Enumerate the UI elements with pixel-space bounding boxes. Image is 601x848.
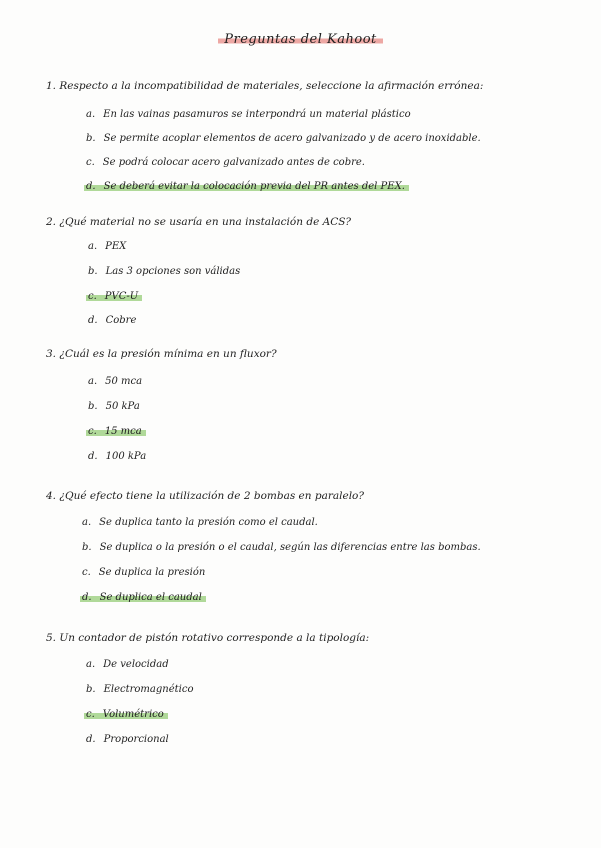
- option-content: [80, 591, 206, 604]
- option-letter: b.: [88, 401, 98, 412]
- option-content: [86, 375, 146, 388]
- option-letter: c.: [88, 291, 97, 302]
- option-letter: c.: [88, 426, 97, 437]
- answer-option: [86, 400, 144, 413]
- question-text: 3. ¿Cuál es la presión mínima en un fluxor?: [46, 348, 277, 360]
- answer-option: [84, 108, 415, 121]
- option-letter: a.: [86, 659, 96, 670]
- option-text: Proporcional: [103, 734, 169, 745]
- option-content: [84, 733, 173, 746]
- question-2: [46, 216, 351, 228]
- option-text: Las 3 opciones son válidas: [105, 266, 241, 277]
- answer-option: [86, 314, 140, 327]
- answer-option: [86, 450, 150, 463]
- answer-option: [86, 265, 244, 278]
- option-content: [84, 180, 409, 193]
- question-text: 5. Un contador de pistón rotativo corresponde a la tipología:: [46, 632, 370, 644]
- option-letter: d.: [82, 592, 92, 603]
- option-content: [86, 400, 144, 413]
- option-text: 50 kPa: [105, 401, 140, 412]
- answer-option: [86, 375, 146, 388]
- option-text: PVC-U: [104, 291, 139, 302]
- answer-option-highlighted: [86, 290, 142, 303]
- option-content: [84, 108, 415, 121]
- option-content: [80, 566, 209, 579]
- option-letter: a.: [86, 109, 96, 120]
- option-content: [86, 290, 142, 303]
- option-content: [84, 156, 369, 169]
- option-text: Se duplica la presión: [98, 567, 206, 578]
- answer-option: [86, 240, 130, 253]
- option-text: 15 mca: [104, 426, 142, 437]
- question-text: 1. Respecto a la incompatibilidad de materiales, seleccione la afirmación errónea:: [46, 80, 484, 92]
- answer-option: [84, 683, 197, 696]
- option-text: Se duplica tanto la presión como el caudal.: [99, 517, 318, 528]
- option-content: [84, 683, 197, 696]
- option-content: [80, 541, 485, 554]
- answer-option: [80, 541, 485, 554]
- option-letter: b.: [86, 684, 96, 695]
- question-text: 4. ¿Qué efecto tiene la utilización de 2 bombas en paralelo?: [46, 490, 365, 502]
- option-text: Se permite acoplar elementos de acero galvanizado y de acero inoxidable.: [103, 133, 481, 144]
- option-letter: a.: [88, 241, 98, 252]
- option-letter: a.: [82, 517, 92, 528]
- option-content: [86, 265, 244, 278]
- option-letter: d.: [88, 451, 98, 462]
- option-letter: b.: [88, 266, 98, 277]
- answer-option-highlighted: [84, 708, 168, 721]
- option-text: Electromagnético: [103, 684, 194, 695]
- option-text: 100 kPa: [105, 451, 147, 462]
- page-title: Preguntas del Kahoot: [218, 32, 383, 47]
- answer-option: [84, 132, 485, 145]
- option-letter: c.: [82, 567, 91, 578]
- option-content: [84, 132, 485, 145]
- option-letter: b.: [86, 133, 96, 144]
- answer-option: [80, 566, 209, 579]
- option-text: Se duplica el caudal: [99, 592, 202, 603]
- option-text: 50 mca: [105, 376, 143, 387]
- question-5: [46, 632, 369, 644]
- option-letter: b.: [82, 542, 92, 553]
- option-text: Volumétrico: [102, 709, 164, 720]
- option-letter: c.: [86, 157, 95, 168]
- answer-option-highlighted: [80, 591, 206, 604]
- answer-option: [84, 156, 369, 169]
- option-letter: d.: [88, 315, 98, 326]
- option-letter: d.: [86, 181, 96, 192]
- option-text: Se duplica o la presión o el caudal, según las diferencias entre las bombas.: [99, 542, 481, 553]
- option-content: [86, 450, 150, 463]
- option-text: Cobre: [105, 315, 137, 326]
- option-letter: c.: [86, 709, 95, 720]
- option-letter: d.: [86, 734, 96, 745]
- option-content: [84, 708, 168, 721]
- question-3: [46, 348, 277, 360]
- option-text: Se podrá colocar acero galvanizado antes de cobre.: [102, 157, 365, 168]
- option-content: [86, 240, 130, 253]
- answer-option-highlighted: [86, 425, 146, 438]
- answer-option: [84, 658, 173, 671]
- title-container: [0, 28, 601, 47]
- question-4: [46, 490, 364, 502]
- option-text: De velocidad: [103, 659, 169, 670]
- option-content: [86, 425, 146, 438]
- option-text: PEX: [105, 241, 127, 252]
- option-text: En las vainas pasamuros se interpondrá un material plástico: [103, 109, 411, 120]
- question-text: 2. ¿Qué material no se usaría en una instalación de ACS?: [46, 216, 352, 228]
- option-text: Se deberá evitar la colocación previa del PR antes del PEX.: [103, 181, 405, 192]
- option-content: [86, 314, 140, 327]
- option-content: [84, 658, 173, 671]
- question-1: [46, 80, 483, 92]
- answer-option: [80, 516, 322, 529]
- answer-option: [84, 733, 173, 746]
- option-letter: a.: [88, 376, 98, 387]
- answer-option-highlighted: [84, 180, 409, 193]
- option-content: [80, 516, 322, 529]
